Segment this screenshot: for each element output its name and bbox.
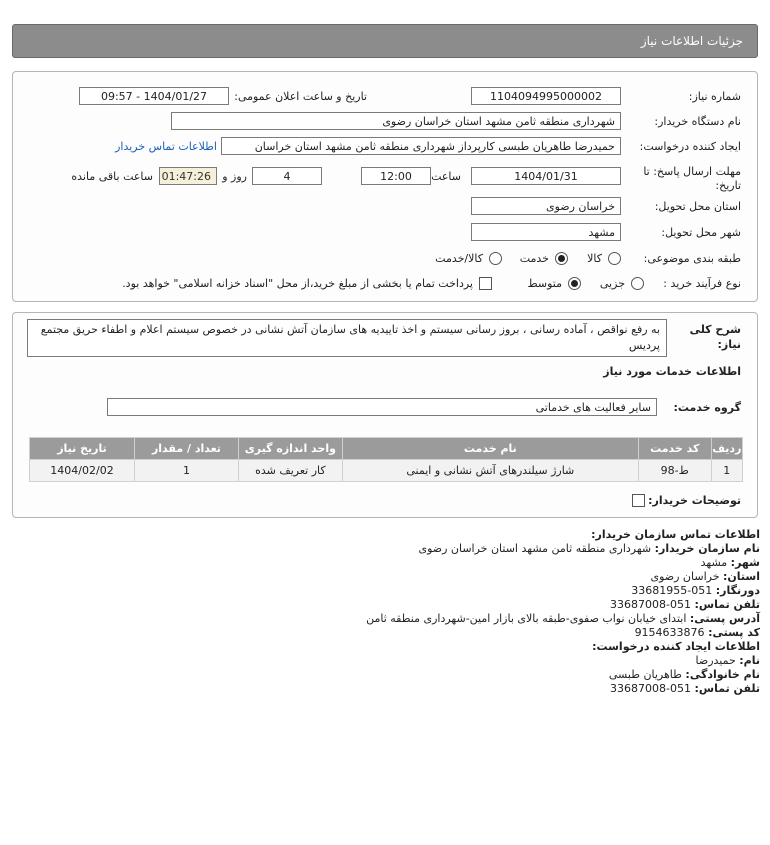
summary-text: به رفع نواقص ، آماده رسانی ، بروز رسانی سیستم و اخذ تاییدیه های سازمان آتش نشانی در خصوص سیستم اعلام و اطفاء حریق مجتمع پردیس bbox=[27, 319, 667, 357]
treasury-payment-checkbox[interactable] bbox=[479, 277, 492, 290]
summary-label: شرح کلی bbox=[689, 323, 741, 336]
contact-address-line: آدرس پستی: ابتدای خیابان نواب صفوی-طبقه بالای بازار امین-شهرداری منطقه ثامن bbox=[366, 612, 760, 625]
col-qty-header: تعداد / مقدار bbox=[135, 438, 239, 460]
process-medium-radio[interactable] bbox=[568, 277, 581, 290]
cell-name: شارژ سیلندرهای آتش نشانی و ایمنی bbox=[342, 460, 638, 482]
creator-heading: اطلاعات ایجاد کننده درخواست: bbox=[592, 640, 760, 653]
creator-label: ایجاد کننده درخواست: bbox=[639, 140, 741, 153]
process-label: نوع فرآیند خرید : bbox=[663, 277, 741, 290]
col-row-header: ردیف bbox=[711, 438, 742, 460]
cell-unit: کار تعریف شده bbox=[238, 460, 342, 482]
col-code-header: کد خدمت bbox=[638, 438, 711, 460]
announce-label: تاریخ و ساعت اعلان عمومی: bbox=[234, 90, 367, 103]
time-label: ساعت bbox=[431, 170, 461, 183]
treasury-payment-text: پرداخت تمام یا بخشی از مبلغ خرید،از محل "اسناد خزانه اسلامی" خواهد بود. bbox=[122, 277, 473, 290]
service-group-field: سایر فعالیت های خدماتی bbox=[107, 398, 657, 416]
buyer-notes-label: توضیحات خریدار: bbox=[648, 494, 741, 507]
category-goods-radio[interactable] bbox=[608, 252, 621, 265]
remaining-label: ساعت باقی مانده bbox=[71, 170, 153, 183]
col-unit-header: واحد اندازه گیری bbox=[238, 438, 342, 460]
category-service-label: خدمت bbox=[519, 252, 549, 265]
creator-last-name-line: نام خانوادگی: طاهریان طبسی bbox=[608, 668, 760, 681]
buyer-org-field: شهرداری منطقه ثامن مشهد استان خراسان رضوی bbox=[171, 112, 621, 130]
category-goods-label: کالا bbox=[587, 252, 602, 265]
summary-label-2: نیاز: bbox=[717, 338, 741, 351]
cell-code: ط-98 bbox=[638, 460, 711, 482]
services-heading: اطلاعات خدمات مورد نیاز bbox=[603, 365, 741, 378]
services-table bbox=[29, 437, 743, 482]
province-label: استان محل تحویل: bbox=[654, 200, 741, 213]
cell-date: 1404/02/02 bbox=[30, 460, 135, 482]
need-number-label: شماره نیاز: bbox=[688, 90, 741, 103]
days-field: 4 bbox=[252, 167, 322, 185]
contact-city-line: شهر: مشهد bbox=[700, 556, 760, 569]
col-date-header: تاریخ نیاز bbox=[30, 438, 135, 460]
days-label: روز و bbox=[222, 170, 247, 183]
process-minor-radio[interactable] bbox=[631, 277, 644, 290]
category-both-radio[interactable] bbox=[489, 252, 502, 265]
col-name-header: نام خدمت bbox=[342, 438, 638, 460]
services-table-header bbox=[30, 438, 743, 460]
contact-org-line: نام سازمان خریدار: شهرداری منطقه ثامن مشهد استان خراسان رضوی bbox=[418, 542, 760, 555]
service-group-label: گروه خدمت: bbox=[673, 401, 741, 414]
remaining-time-field: 01:47:26 bbox=[159, 167, 217, 185]
category-service-radio[interactable] bbox=[555, 252, 568, 265]
table-row bbox=[30, 460, 743, 482]
buyer-notes-checkbox[interactable] bbox=[632, 494, 645, 507]
category-both-label: کالا/خدمت bbox=[435, 252, 483, 265]
creator-field: حمیدرضا طاهریان طبسی کارپرداز شهرداری منطقه ثامن مشهد استان خراسان bbox=[221, 137, 621, 155]
deadline-label-2: تاریخ: bbox=[715, 179, 741, 192]
creator-first-name-line: نام: حمیدرضا bbox=[695, 654, 760, 667]
creator-phone-line: تلفن تماس: 051-33687008 bbox=[610, 682, 760, 695]
deadline-time-field: 12:00 bbox=[361, 167, 431, 185]
contact-heading: اطلاعات تماس سازمان خریدار: bbox=[591, 528, 760, 541]
deadline-date-field: 1404/01/31 bbox=[471, 167, 621, 185]
buyer-org-label: نام دستگاه خریدار: bbox=[654, 115, 741, 128]
city-field: مشهد bbox=[471, 223, 621, 241]
city-label: شهر محل تحویل: bbox=[661, 226, 741, 239]
process-medium-label: متوسط bbox=[527, 277, 562, 290]
deadline-label: مهلت ارسال پاسخ: تا bbox=[643, 165, 741, 178]
need-info-panel bbox=[12, 71, 758, 302]
contact-postal-line: کد پستی: 9154633876 bbox=[634, 626, 760, 639]
contact-phone-line: تلفن تماس: 051-33687008 bbox=[610, 598, 760, 611]
contact-province-line: استان: خراسان رضوی bbox=[650, 570, 760, 583]
category-label: طبقه بندی موضوعی: bbox=[643, 252, 741, 265]
buyer-contact-link[interactable]: اطلاعات تماس خریدار bbox=[115, 140, 217, 153]
announce-field: 1404/01/27 - 09:57 bbox=[79, 87, 229, 105]
province-field: خراسان رضوی bbox=[471, 197, 621, 215]
contact-fax-line: دورنگار: 051-33681955 bbox=[631, 584, 760, 597]
cell-qty: 1 bbox=[135, 460, 239, 482]
cell-row: 1 bbox=[711, 460, 742, 482]
page-title: جزئیات اطلاعات نیاز bbox=[640, 34, 743, 48]
process-minor-label: جزیی bbox=[599, 277, 625, 290]
need-details-panel bbox=[12, 312, 758, 518]
page-header bbox=[12, 24, 758, 58]
need-number-field: 1104094995000002 bbox=[471, 87, 621, 105]
